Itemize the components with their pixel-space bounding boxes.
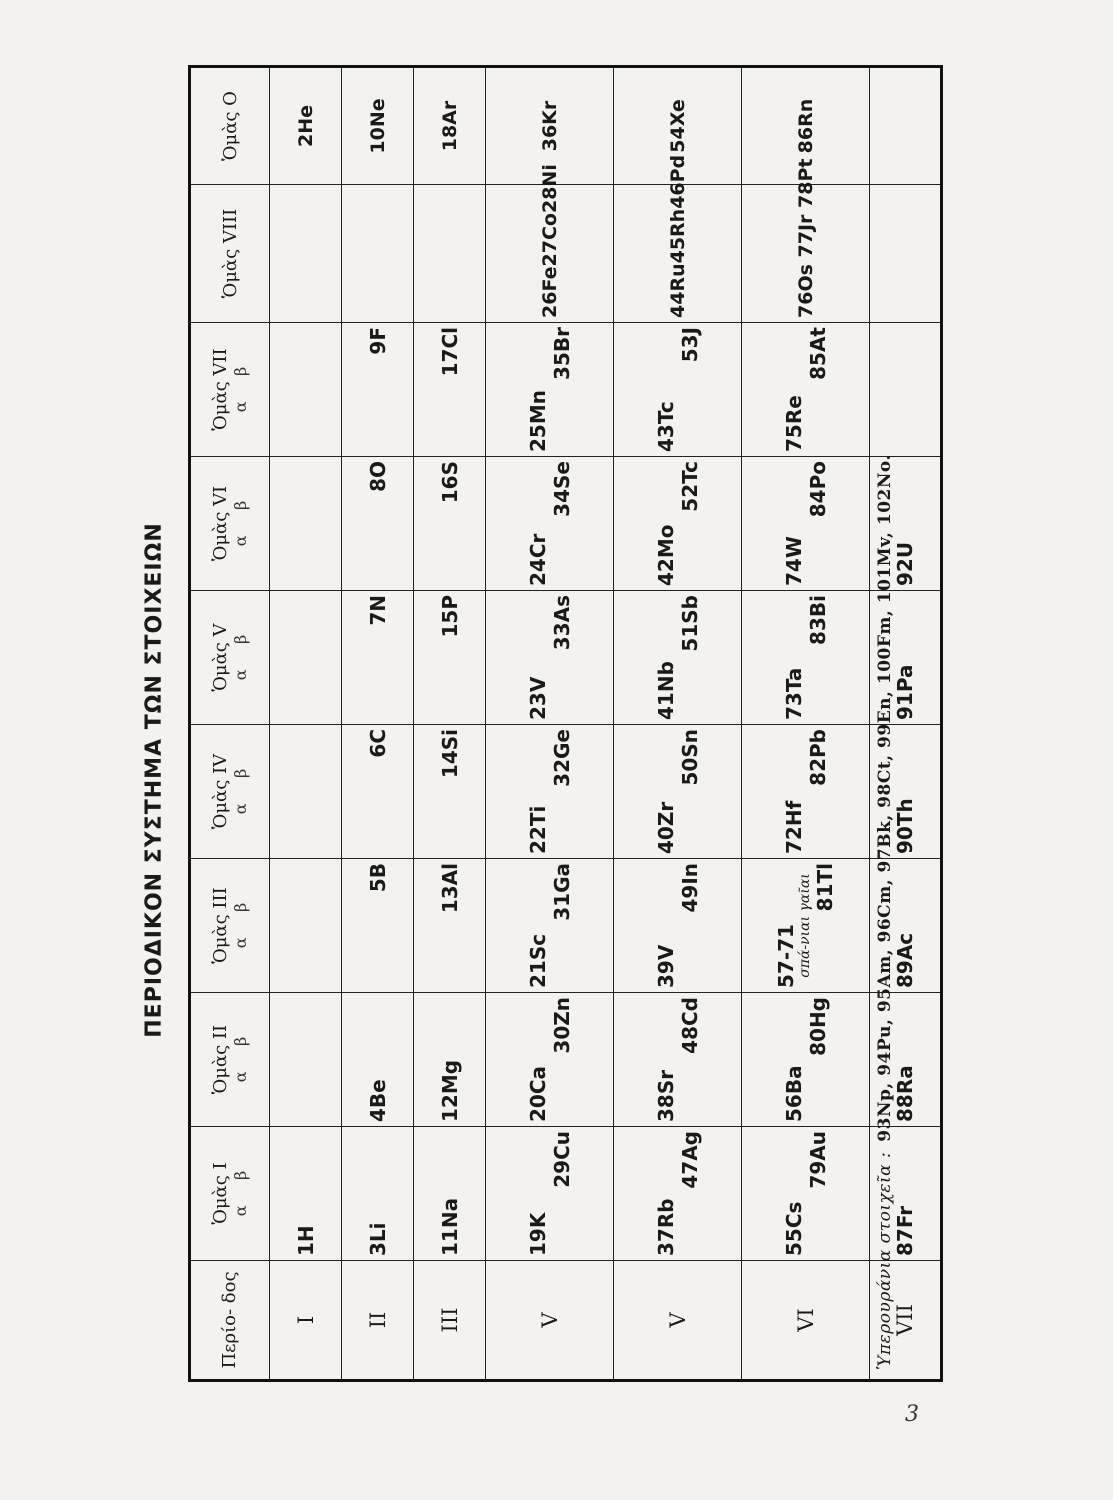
element-symbol-b: 14Si [437, 729, 462, 779]
subgroup-b: β [231, 768, 250, 778]
element-symbol-a: 90Th [893, 798, 917, 854]
group-name: Ὁμὰς II [210, 1024, 231, 1095]
element-cell [342, 457, 414, 591]
group-name: Ὁμὰς V [210, 623, 231, 692]
element-symbol-b: 47Ag [677, 1131, 702, 1189]
element-cell [414, 859, 486, 993]
element-cell [270, 185, 342, 323]
subgroup-labels [231, 327, 250, 452]
subgroup-b: β [231, 366, 250, 376]
element-symbol-b: 35Br [549, 327, 574, 380]
element-symbol-b: 8O [365, 461, 390, 492]
element-symbol: 86Rn [794, 98, 817, 154]
element-cell [270, 1127, 342, 1261]
element-cell [342, 591, 414, 725]
element-symbol: 76Os 77Jr 78Pt [794, 158, 817, 318]
element-symbol-b: 7N [365, 595, 390, 626]
table-row [342, 67, 414, 1381]
element-symbol-a: 56Ba [781, 1065, 806, 1122]
footnote-label: Ὑπερουράνια στοιχεῖα : [875, 1151, 895, 1370]
element-cell [342, 1127, 414, 1261]
element-cell [742, 725, 870, 859]
element-symbol-a: 43Tc [653, 401, 678, 452]
element-symbol-b: 32Ge [549, 729, 574, 787]
element-symbol: 18Ar [438, 100, 461, 152]
element-cell [870, 67, 942, 185]
footnote-text: 93Np, 94Pu, 95Am, 96Cm, 97Bk, 98Ct, 99En, 100Fm, 101Mv, 102No. [875, 454, 895, 1142]
element-cell [270, 457, 342, 591]
element-symbol-a: 91Pa [893, 664, 917, 720]
element-cell [486, 323, 614, 457]
subgroup-a: α [231, 937, 250, 949]
subgroup-a: α [231, 803, 250, 815]
element-cell [270, 725, 342, 859]
group-name: Ὁμὰς IV [210, 753, 231, 830]
periodic-table [188, 65, 943, 1382]
element-cell [614, 154, 742, 323]
group-name: Ὁμὰς VII [210, 348, 231, 431]
element-cell [742, 158, 870, 323]
element-cell [414, 1127, 486, 1261]
subgroup-labels [231, 1131, 250, 1256]
element-symbol-a: 3Li [365, 1222, 390, 1256]
header-group [190, 457, 270, 591]
element-symbol-b: 81Tl [813, 863, 837, 912]
period-cell: I [270, 1261, 342, 1381]
footnote [864, 180, 906, 1370]
element-cell [414, 591, 486, 725]
element-cell [414, 993, 486, 1127]
subgroup-labels [231, 997, 250, 1122]
element-cell [614, 725, 742, 859]
subgroup-b: β [231, 1170, 250, 1180]
subgroup-b: β [231, 500, 250, 510]
element-cell [742, 591, 870, 725]
element-cell [742, 323, 870, 457]
element-symbol-b: 50Sn [677, 729, 702, 786]
element-symbol-b: 31Ga [549, 863, 574, 921]
element-symbol-a: 74W [781, 536, 806, 586]
element-symbol-a: 41Nb [653, 661, 678, 720]
element-symbol: 2He [294, 105, 317, 148]
subgroup-a: α [231, 669, 250, 681]
element-symbol: 44Ru45Rh46Pd [666, 154, 689, 318]
element-symbol-a: 55Cs [781, 1201, 806, 1256]
header-group [190, 591, 270, 725]
element-cell [486, 725, 614, 859]
table-header-row [190, 67, 270, 1381]
element-symbol-a: 11Na [437, 1197, 462, 1256]
element-cell [270, 993, 342, 1127]
element-cell [342, 323, 414, 457]
footnote-wrapper [864, 180, 906, 1370]
period-cell: V [614, 1261, 742, 1381]
group-name: Ὁμὰς III [210, 887, 231, 964]
element-symbol: 36Kr [538, 100, 561, 152]
table-row [614, 67, 742, 1381]
element-cell [742, 859, 870, 993]
element-cell [614, 323, 742, 457]
group-name: Ὁμὰς O [219, 91, 241, 161]
header-group [190, 185, 270, 323]
element-symbol-b: 82Pb [805, 729, 830, 786]
header-group [190, 67, 270, 185]
element-symbol-b: 5B [365, 863, 390, 893]
period-cell: III [414, 1261, 486, 1381]
element-symbol-a: 39V [653, 944, 678, 988]
period-cell: VII [870, 1261, 942, 1381]
element-cell [270, 67, 342, 185]
element-cell [742, 1127, 870, 1261]
element-symbol-a: 1H [293, 1225, 318, 1256]
element-symbol-a: 38Sr [653, 1069, 678, 1122]
element-cell [342, 993, 414, 1127]
header-group [190, 323, 270, 457]
subgroup-a: α [231, 535, 250, 547]
element-symbol-a: 22Ti [525, 805, 550, 854]
element-cell [614, 993, 742, 1127]
page-title: ΠΕΡΙΟΔΙΚΟΝ ΣΥΣΤΗΜΑ ΤΩΝ ΣΤΟΙΧΕΙΩΝ [141, 522, 167, 1038]
element-symbol-b: 33As [549, 595, 574, 651]
element-cell [614, 457, 742, 591]
element-symbol-b: 79Au [805, 1131, 830, 1189]
element-symbol-b: 9F [365, 327, 390, 355]
element-symbol-a: 72Hf [781, 800, 806, 854]
element-symbol: 54Xe [666, 99, 689, 153]
element-cell [486, 457, 614, 591]
element-symbol-b: 84Po [805, 461, 830, 518]
element-cell [486, 591, 614, 725]
element-symbol-a: 12Mg [437, 1059, 462, 1122]
group-name: Ὁμὰς VIII [219, 208, 241, 299]
subgroup-b: β [231, 902, 250, 912]
subgroup-b: β [231, 1036, 250, 1046]
element-cell [342, 185, 414, 323]
table-row [270, 67, 342, 1381]
element-cell [486, 1127, 614, 1261]
element-cell [270, 323, 342, 457]
element-cell [486, 993, 614, 1127]
element-symbol-a: 20Ca [525, 1065, 550, 1122]
subgroup-labels [231, 461, 250, 586]
element-cell [414, 457, 486, 591]
element-cell [742, 993, 870, 1127]
element-cell [342, 67, 414, 185]
element-cell [414, 323, 486, 457]
header-period: Περίο- δος [190, 1261, 270, 1381]
subgroup-labels [231, 595, 250, 720]
element-cell [486, 859, 614, 993]
element-cell [614, 591, 742, 725]
element-symbol-b: 29Cu [549, 1131, 574, 1188]
element-symbol-b: 49In [677, 863, 702, 913]
subgroup-a: α [231, 1071, 250, 1083]
element-symbol-a: 23V [525, 676, 550, 720]
element-symbol: 26Fe27Co28Ni [538, 164, 561, 318]
element-cell [414, 185, 486, 323]
element-symbol-a: 19K [525, 1212, 550, 1256]
subgroup-a: α [231, 401, 250, 413]
element-symbol-a: 57-71 [774, 924, 798, 988]
element-symbol-b: 85At [805, 327, 830, 380]
element-symbol-a: 42Mo [653, 524, 678, 586]
element-cell [614, 1127, 742, 1261]
element-symbol-a: 40Zr [653, 801, 678, 854]
element-symbol-b: 53J [677, 327, 702, 363]
header-group [190, 1127, 270, 1261]
element-symbol-b: 51Sb [677, 595, 702, 652]
table-row [742, 67, 870, 1381]
group-name: Ὁμὰς VI [210, 485, 231, 562]
subgroup-b: β [231, 634, 250, 644]
element-symbol: 10Ne [366, 98, 389, 154]
element-cell [342, 859, 414, 993]
header-group [190, 859, 270, 993]
element-symbol-a: 88Ra [893, 1065, 917, 1122]
element-cell [614, 859, 742, 993]
element-symbol-b: 15P [437, 595, 462, 638]
element-cell [270, 591, 342, 725]
element-symbol-b: 17Cl [437, 327, 462, 377]
element-symbol-a: 92U [893, 541, 917, 586]
element-symbol-b: 13Al [437, 863, 462, 914]
table-row [414, 67, 486, 1381]
period-cell: II [342, 1261, 414, 1381]
subgroup-labels [231, 863, 250, 988]
element-symbol-a: 75Re [781, 395, 806, 452]
element-symbol-a: 4Be [365, 1079, 390, 1122]
element-symbol-b: 34Se [549, 461, 574, 517]
element-symbol-b: 30Zn [549, 997, 574, 1054]
element-symbol-a: 87Fr [893, 1205, 917, 1256]
element-symbol-b: 52Tc [677, 461, 702, 512]
subgroup-labels [231, 729, 250, 854]
page-number: 3 [905, 1402, 919, 1427]
element-cell [742, 457, 870, 591]
element-symbol-a: 89Ac [893, 932, 917, 988]
element-symbol-b: 48Cd [677, 997, 702, 1054]
element-symbol-b: 6C [365, 729, 390, 758]
element-symbol-b: 16S [437, 461, 462, 504]
element-symbol-a: 21Sc [525, 933, 550, 988]
lanthanides-note: σπά-νιαι γαῖαι [797, 873, 813, 978]
element-symbol-a: 24Cr [525, 533, 550, 586]
element-symbol-b: 80Hg [805, 997, 830, 1056]
element-symbol-b: 83Bi [805, 595, 830, 645]
table-body [270, 67, 942, 1381]
table-row [486, 67, 614, 1381]
element-cell [414, 725, 486, 859]
element-symbol-a: 25Mn [525, 390, 550, 452]
element-symbol-a: 37Rb [653, 1198, 678, 1256]
element-cell [486, 164, 614, 323]
header-group [190, 993, 270, 1127]
subgroup-a: α [231, 1205, 250, 1217]
element-cell [270, 859, 342, 993]
element-symbol-a: 73Ta [781, 667, 806, 720]
element-cell [342, 725, 414, 859]
group-name: Ὁμὰς I [210, 1162, 231, 1225]
title-wrapper [138, 470, 170, 1090]
element-cell [414, 67, 486, 185]
header-group [190, 725, 270, 859]
period-cell: VI [742, 1261, 870, 1381]
period-cell: V [486, 1261, 614, 1381]
